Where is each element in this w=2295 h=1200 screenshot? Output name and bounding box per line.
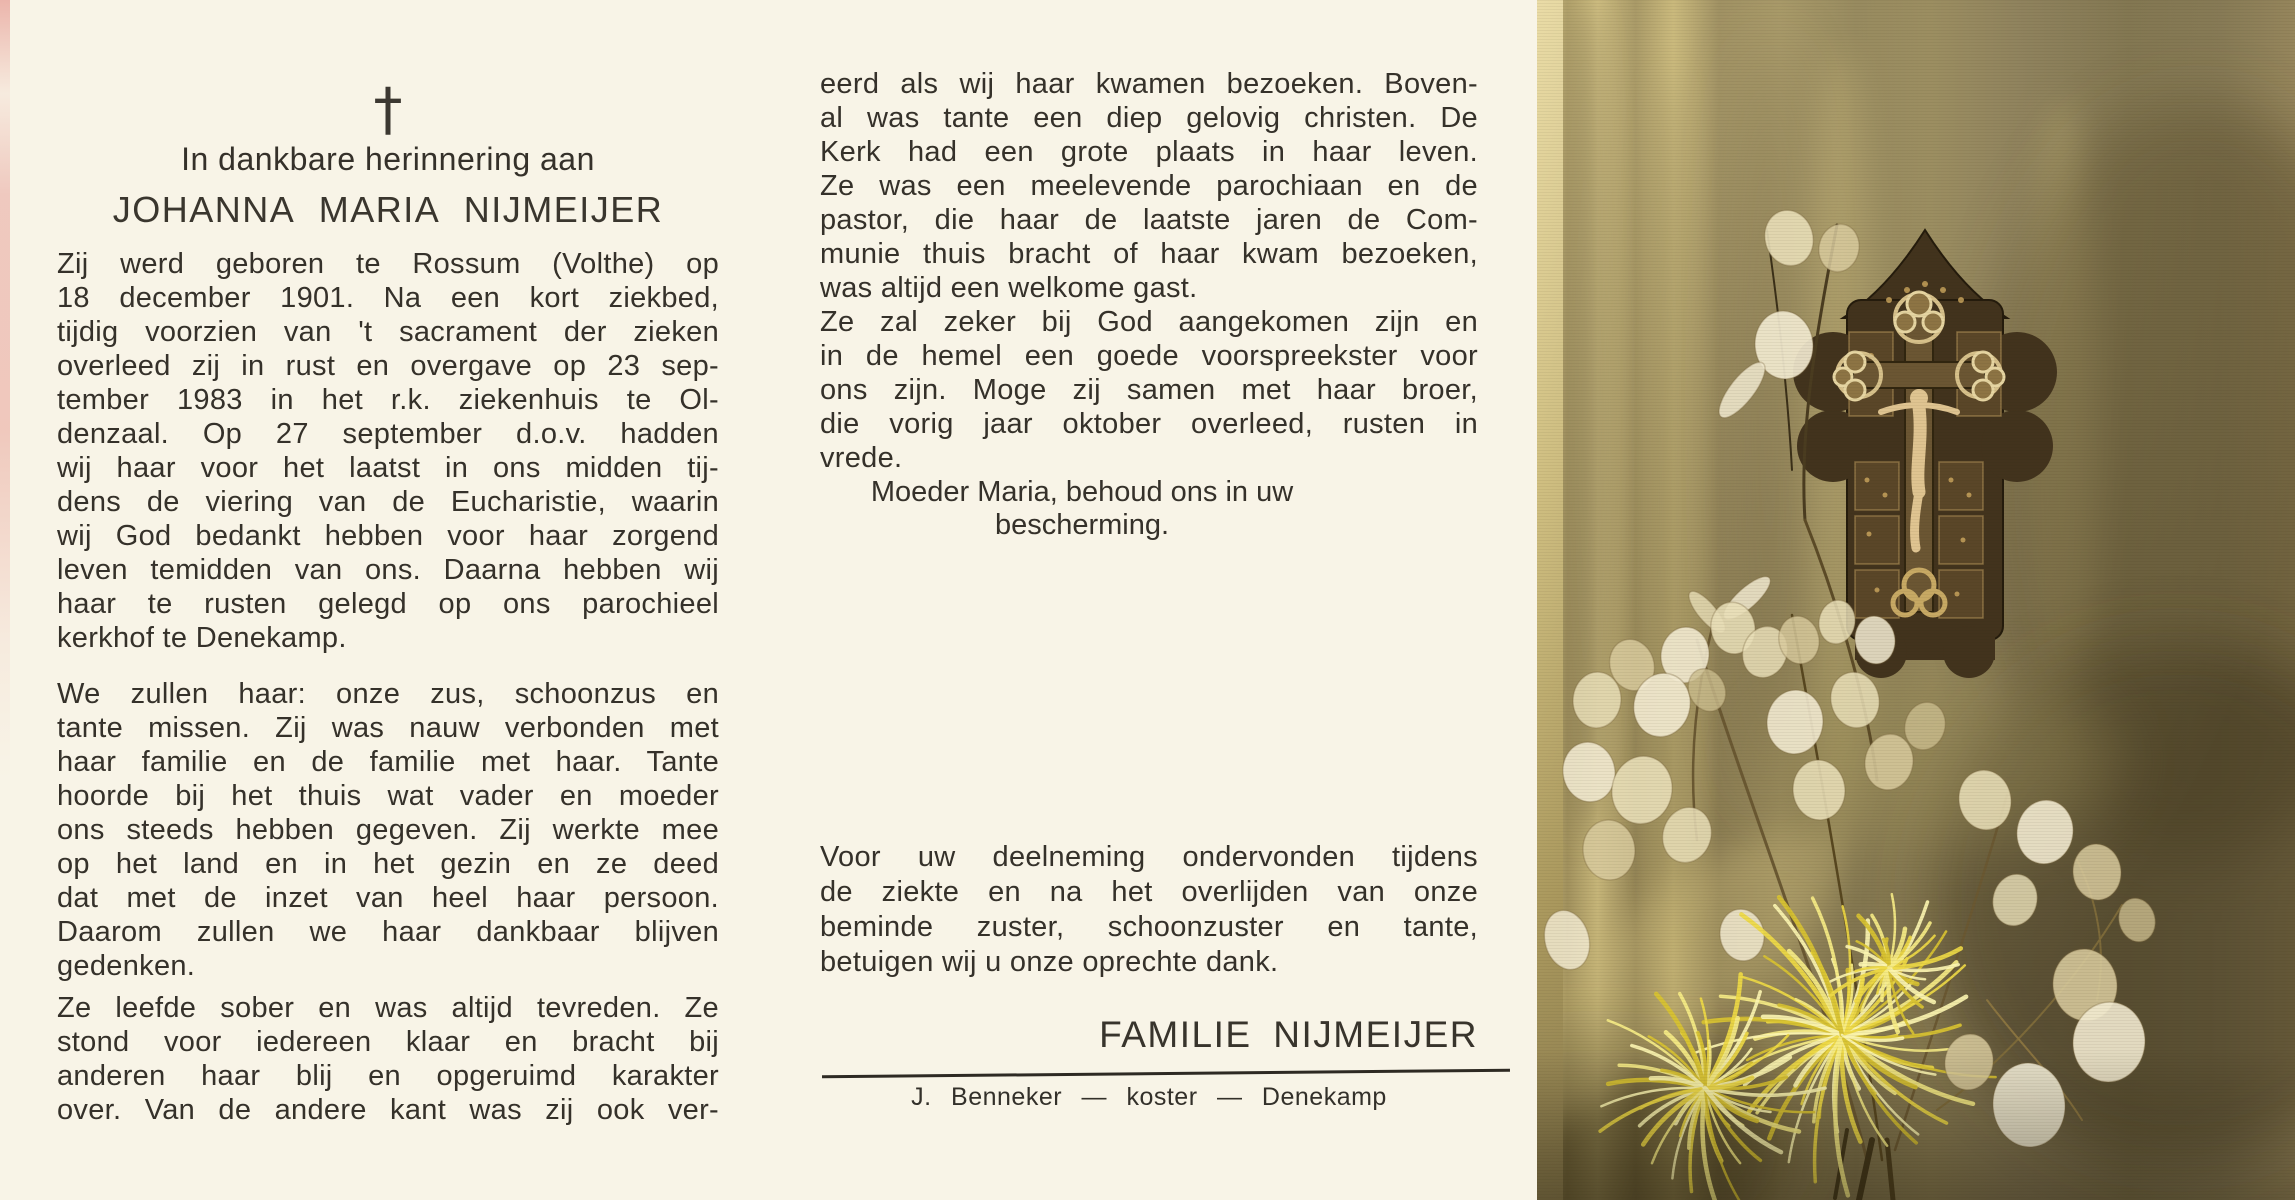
body-line: leven temidden van ons. Daarna hebben wij <box>57 554 719 586</box>
family-signature: FAMILIE NIJMEIJER <box>1099 1014 1478 1055</box>
body-line: eerd als wij haar kwamen bezoeken. Boven- <box>820 68 1478 100</box>
paragraph-remembrance <box>57 677 719 983</box>
body-line: Ze was een meelevende parochiaan en de <box>820 170 1478 202</box>
body-line: We zullen haar: onze zus, schoonzus en <box>57 678 719 710</box>
body-line: overleed zij in rust en overgave op 23 sep- <box>57 350 719 382</box>
paragraph-heaven <box>820 305 1478 475</box>
prayer <box>820 476 1344 542</box>
body-line: denzaal. Op 27 september d.o.v. hadden <box>57 418 719 450</box>
body-line: munie thuis bracht of haar kwam bezoeken, <box>820 238 1478 270</box>
paragraph-thanks <box>820 840 1478 980</box>
paragraph-birth-death <box>57 247 719 655</box>
body-line: Kerk had een grote plaats in haar leven. <box>820 136 1478 168</box>
prayer-line: bescherming. <box>994 509 1170 541</box>
body-line: de ziekte en na het overlijden van onze <box>820 876 1478 908</box>
scan-edge-artifact <box>0 0 10 780</box>
paragraph-faith <box>820 67 1478 305</box>
body-line: Daarom zullen we haar dankbaar blijven <box>57 916 719 948</box>
photo-panel <box>1537 0 2295 1200</box>
cross-symbol: † <box>373 75 403 143</box>
body-line: Zij werd geboren te Rossum (Volthe) op <box>57 248 719 280</box>
page-middle <box>820 0 1478 1200</box>
body-line: dat met de inzet van heel haar persoon. <box>57 882 719 914</box>
printer-credit: J. Benneker — koster — Denekamp <box>911 1083 1387 1111</box>
body-line: gedenken. <box>57 950 196 982</box>
body-line: ons zijn. Moge zij samen met haar broer, <box>820 374 1478 406</box>
body-line: in de hemel een goede voorspreekster voor <box>820 340 1478 372</box>
page-left <box>57 0 719 1200</box>
body-line: vrede. <box>820 442 903 474</box>
body-line: Ze leefde sober en was altijd tevreden. Ze <box>57 992 719 1024</box>
body-line: Voor uw deelneming ondervonden tijdens <box>820 841 1478 873</box>
body-line: 18 december 1901. Na een kort ziekbed, <box>57 282 719 314</box>
body-line: wij God bedankt hebben voor haar zorgend <box>57 520 719 552</box>
body-line: was altijd een welkome gast. <box>820 272 1198 304</box>
body-line: dens de viering van de Eucharistie, waarin <box>57 486 719 518</box>
deceased-name: JOHANNA MARIA NIJMEIJER <box>112 189 664 230</box>
intro-line: In dankbare herinnering aan <box>181 141 595 177</box>
memorial-photo <box>1537 0 2295 1200</box>
body-line: anderen haar blij en opgeruimd karakter <box>57 1060 719 1092</box>
body-line: tember 1983 in het r.k. ziekenhuis te Ol- <box>57 384 719 416</box>
body-line: ons steeds hebben gegeven. Zij werkte mee <box>57 814 719 846</box>
body-line: tijdig voorzien van 't sacrament der zieken <box>57 316 719 348</box>
body-line: al was tante een diep gelovig christen. De <box>820 102 1478 134</box>
body-line: betuigen wij u onze oprechte dank. <box>820 946 1279 978</box>
body-line: die vorig jaar oktober overleed, rusten in <box>820 408 1478 440</box>
body-line: wij haar voor het laatst in ons midden tij- <box>57 452 719 484</box>
body-line: kerkhof te Denekamp. <box>57 622 347 654</box>
body-line: pastor, die haar de laatste jaren de Com- <box>820 204 1478 236</box>
body-line: op het land en in het gezin en ze deed <box>57 848 719 880</box>
body-line: stond voor iedereen klaar en bracht bij <box>57 1026 719 1058</box>
prayer-line: Moeder Maria, behoud ons in uw <box>870 476 1294 508</box>
body-line: over. Van de andere kant was zij ook ver- <box>57 1094 719 1126</box>
body-line: haar familie en de familie met haar. Tante <box>57 746 719 778</box>
paragraph-character <box>57 991 719 1127</box>
body-line: beminde zuster, schoonzuster en tante, <box>820 911 1478 943</box>
body-line: Ze zal zeker bij God aangekomen zijn en <box>820 306 1478 338</box>
body-line: tante missen. Zij was nauw verbonden met <box>57 712 719 744</box>
body-line: hoorde bij het thuis wat vader en moeder <box>57 780 719 812</box>
body-line: haar te rusten gelegd op ons parochieel <box>57 588 719 620</box>
